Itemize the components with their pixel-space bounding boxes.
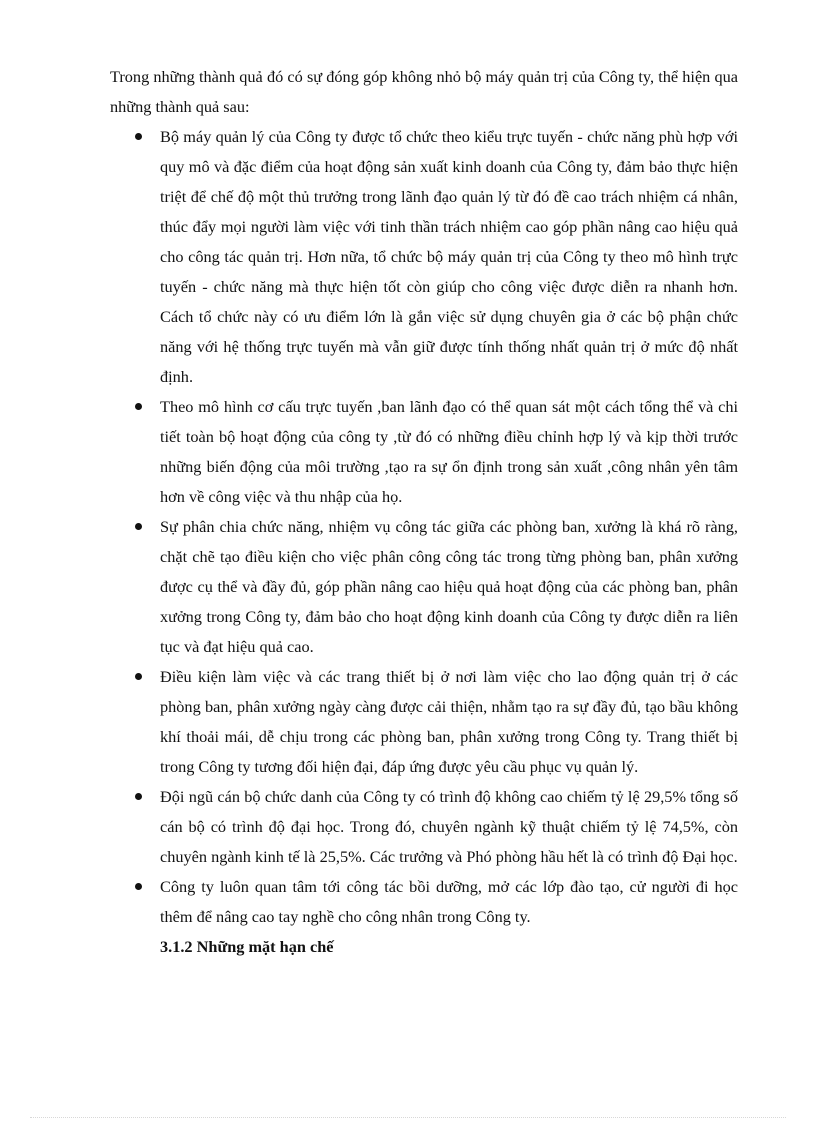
intro-paragraph: Trong những thành quả đó có sự đóng góp không nhỏ bộ máy quản trị của Công ty, thể hiện qua những thành quả sau: [110, 67, 738, 116]
bullet-icon [135, 883, 142, 890]
list-item-text: Đội ngũ cán bộ chức danh của Công ty có trình độ không cao chiếm tỷ lệ 29,5% tổng số cán bộ có trình độ đại học. Trong đó, chuyên ngành kỹ thuật chiếm tỷ lệ 74,5%, còn chuyên ngành kinh tế là 25,5%. Các trưởng và Phó phòng hầu hết là có trình độ Đại học. [160, 787, 738, 866]
bullet-icon [135, 403, 142, 410]
list-item-text: Sự phân chia chức năng, nhiệm vụ công tác giữa các phòng ban, xưởng là khá rõ ràng, chặt chẽ tạo điều kiện cho việc phân công công tác trong từng phòng ban, phân xưởng được cụ thể và đầy đủ, góp phần nâng cao hiệu quả hoạt động của các phòng ban, phân xưởng trong Công ty, đảm bảo cho hoạt động kinh doanh của Công ty được diễn ra liên tục và đạt hiệu quả cao. [160, 517, 738, 656]
list-item [110, 512, 738, 662]
list-item-text: Công ty luôn quan tâm tới công tác bồi dưỡng, mở các lớp đào tạo, cử người đi học thêm để nâng cao tay nghề cho công nhân trong Công ty. [160, 877, 738, 926]
page-bottom-divider [30, 1117, 786, 1118]
list-item [110, 782, 738, 872]
list-item-text: Điều kiện làm việc và các trang thiết bị ở nơi làm việc cho lao động quản trị ở các phòng ban, phân xưởng ngày càng được cải thiện, nhằm tạo ra sự đầy đủ, tạo bầu không khí thoải mái, dễ chịu trong các phòng ban, phân xưởng trong Công ty. Trang thiết bị trong Công ty tương đối hiện đại, đáp ứng được yêu cầu phục vụ quản lý. [160, 667, 738, 776]
list-item-text: Theo mô hình cơ cấu trực tuyến ,ban lãnh đạo có thể quan sát một cách tổng thể và chi tiết toàn bộ hoạt động của công ty ,từ đó có những điều chỉnh hợp lý và kịp thời trước những biến động của môi trường ,tạo ra sự ổn định trong sản xuất ,công nhân yên tâm hơn về công việc và thu nhập của họ. [160, 397, 738, 506]
achievement-list [110, 122, 738, 932]
list-item [110, 872, 738, 932]
list-item [110, 392, 738, 512]
list-item-text: Bộ máy quản lý của Công ty được tổ chức theo kiểu trực tuyến - chức năng phù hợp với quy mô và đặc điểm của hoạt động sản xuất kinh doanh của Công ty, đảm bảo thực hiện triệt để chế độ một thủ trưởng trong lãnh đạo quản lý từ đó đề cao trách nhiệm cá nhân, thúc đẩy mọi người làm việc với tinh thần trách nhiệm cao góp phần nâng cao hiệu quả cho công tác quản trị. Hơn nữa, tổ chức bộ máy quản trị của Công ty theo mô hình trực tuyến - chức năng mà thực hiện tốt còn giúp cho công việc được diễn ra nhanh hơn. Cách tổ chức này có ưu điểm lớn là gắn việc sử dụng chuyên gia ở các bộ phận chức năng với hệ thống trực tuyến mà vẫn giữ được tính thống nhất quản trị ở mức độ nhất định. [160, 127, 738, 386]
document-body [110, 62, 738, 962]
bullet-icon [135, 673, 142, 680]
bullet-icon [135, 523, 142, 530]
list-item [110, 662, 738, 782]
list-item [110, 122, 738, 392]
section-heading: 3.1.2 Những mặt hạn chế [160, 937, 334, 956]
bullet-icon [135, 793, 142, 800]
bullet-icon [135, 133, 142, 140]
